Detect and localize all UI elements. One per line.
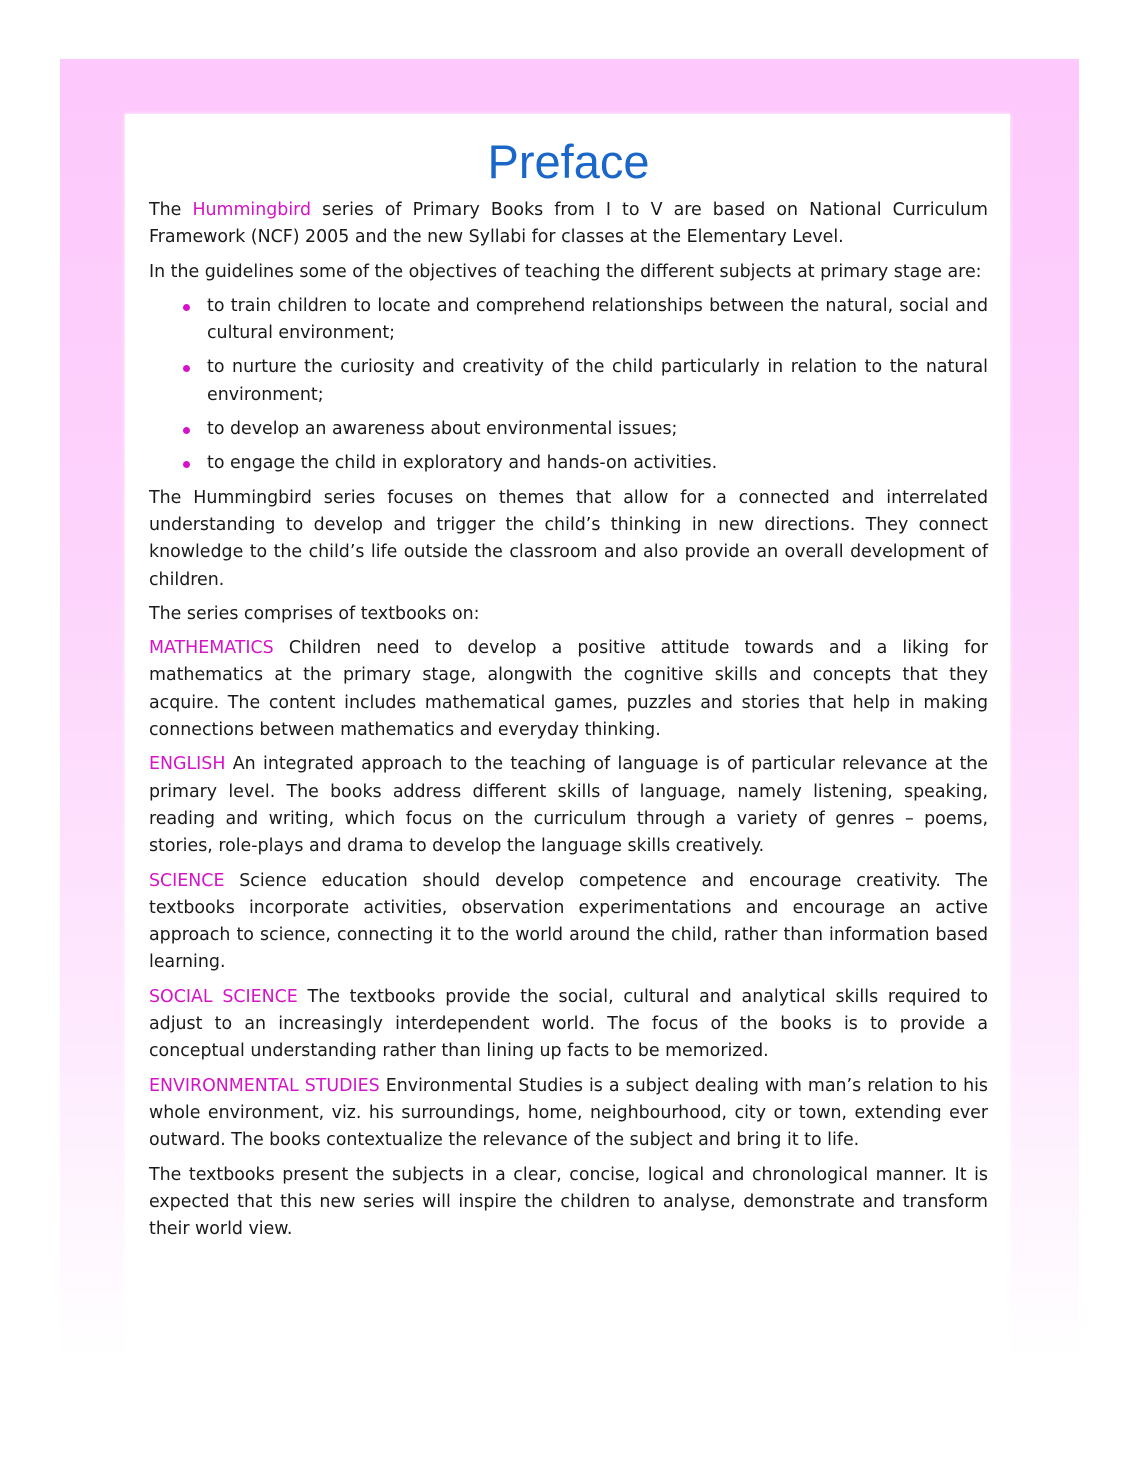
guidelines-paragraph: In the guidelines some of the objectives of teaching the different subjects at primary stage are: (149, 261, 982, 282)
subject-paragraph-science (149, 868, 988, 977)
bullet-icon (183, 427, 190, 434)
subject-text: Environmental Studies is a subject dealing with man’s relation to his whole environment, viz. his surroundings, home, neighbourhood, city or town, extending ever outward. The books contextualize the relevance of the subject and bring it to life. (149, 1075, 988, 1151)
subject-text: An integrated approach to the teaching of language is of particular relevance at the primary level. The books address different skills of language, namely listening, speaking, reading and writing, which focus on the curriculum through a variety of genres – poems, stories, role-plays and drama to develop the language skills creatively. (149, 754, 988, 857)
page-title: Preface (487, 135, 650, 188)
subject-paragraph-social-science (149, 984, 988, 1066)
comprises-paragraph: The series comprises of textbooks on: (149, 603, 480, 624)
objective-item (207, 354, 988, 409)
objective-item (207, 416, 988, 443)
subject-heading: ENVIRONMENTAL STUDIES (149, 1075, 380, 1096)
subject-text: The textbooks provide the social, cultural and analytical skills required to adjust to an increasingly interdependent world. The focus of the books is to provide a conceptual understanding rather than lining up facts to be memorized. (149, 986, 988, 1062)
bullet-icon (183, 461, 190, 468)
objective-text: to nurture the curiosity and creativity of the child particularly in relation to the natural environment; (207, 357, 988, 405)
objective-item (207, 293, 988, 348)
closing-paragraph: The textbooks present the subjects in a clear, concise, logical and chronological manner. It is expected that this new series will inspire the children to analyse, demonstrate and transform their world view. (149, 1164, 988, 1240)
subject-text: Science education should develop competence and encourage creativity. The textbooks incorporate activities, observation experimentations and encourage an active approach to science, connecting it to the world around the child, rather than information based learning. (149, 870, 988, 973)
subject-paragraph-environmental-studies (149, 1073, 988, 1155)
objectives-list (149, 293, 988, 478)
intro-paragraph (149, 197, 988, 252)
bullet-icon (183, 365, 190, 372)
subject-heading: SOCIAL SCIENCE (149, 986, 298, 1007)
series-name: Hummingbird (192, 200, 312, 220)
subject-text: Children need to develop a positive attitude towards and a liking for mathematics at the primary stage, alongwith the cognitive skills and concepts that they acquire. The content includes mathematical games, puzzles and stories that help in making connections between mathematics and everyday thinking. (149, 638, 988, 741)
objective-text: to train children to locate and comprehend relationships between the natural, social and cultural environment; (207, 295, 988, 344)
objective-text: to engage the child in exploratory and hands-on activities. (207, 453, 718, 474)
objective-text: to develop an awareness about environmental issues; (207, 419, 678, 440)
intro-text-start: The (149, 200, 193, 220)
intro-text-rest: series of Primary Books from I to V are based on National Curriculum Framework (NCF) 2005 and the new Syllabi for classes at the Elementary Level. (149, 200, 988, 248)
preface-page (125, 114, 1010, 1354)
subject-heading: MATHEMATICS (149, 638, 274, 659)
focus-paragraph: The Hummingbird series focuses on themes that allow for a connected and interrelated understanding to develop and trigger the child’s thinking in new directions. They connect knowledge to the child’s life outside the classroom and also provide an overall development of children. (149, 487, 988, 590)
subject-paragraph-english (149, 751, 988, 860)
subject-paragraph-mathematics (149, 635, 988, 744)
subject-heading: SCIENCE (149, 870, 225, 891)
subject-heading: ENGLISH (149, 754, 226, 775)
bullet-icon (183, 304, 190, 311)
objective-item (207, 450, 988, 477)
